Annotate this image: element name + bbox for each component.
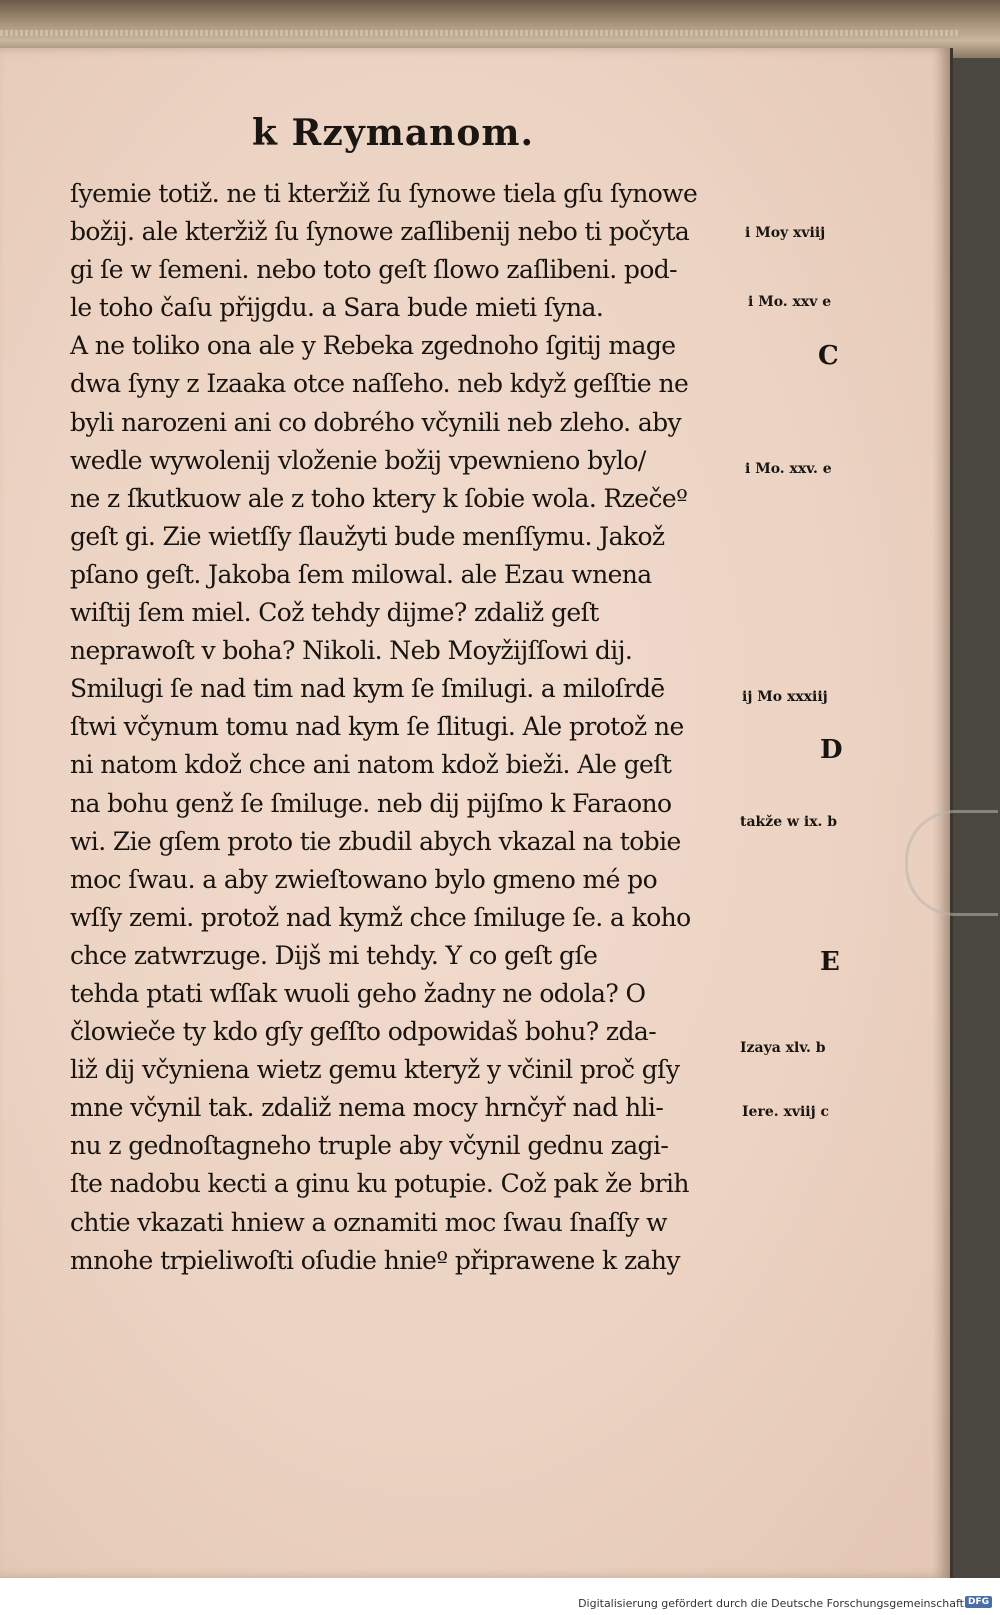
footer-credit: Digitalisierung gefördert durch die Deutsche Forschungsgemeinschaft (578, 1597, 964, 1610)
margin-reference: ij Mo xxxiij (742, 689, 828, 705)
text-line: le toho čaſu přijgdu. a Sara bude mieti ſyna. (70, 293, 604, 323)
text-line: gi ſe w ſemeni. nebo toto geſt ſlowo zaſlibeni. pod‑ (70, 255, 678, 285)
text-line: tehda ptati wſſak wuoli geho žadny ne odola? O (70, 978, 646, 1008)
text-line: byli narozeni ani co dobrého včynili neb zleho. aby (70, 407, 682, 437)
running-title: k Rzymanom. (252, 112, 534, 154)
text-line: pſano geſt. Jakoba ſem milowal. ale Ezau wnena (70, 559, 652, 589)
text-line: ſtwi včynum tomu nad kym ſe ſlitugi. Ale protož ne (70, 712, 684, 742)
margin-reference: takže w ix. b (740, 814, 838, 830)
text-line: liž dij včyniena wietz gemu kteryž y včinil proč gſy (70, 1055, 680, 1085)
margin-reference: i Mo. xxv e (748, 294, 832, 310)
text-line: na bohu genž ſe ſmiluge. neb dij pijſmo k Faraono (70, 788, 672, 818)
text-line: A ne toliko ona ale y Rebeka zgednoho ſgitij mage (70, 331, 676, 361)
text-line: neprawoſt v boha? Nikoli. Neb Moyžijſſowi dij. (70, 636, 633, 666)
text-line: mne včynil tak. zdaliž nema mocy hrnčyř nad hli‑ (70, 1093, 664, 1123)
text-line: chce zatwrzuge. Dijš mi tehdy. Y co geſt gſe (70, 940, 598, 970)
text-line: člowiečе ty kdo gſy geſſto odpowidaš bohu? zda‑ (70, 1017, 657, 1047)
margin-reference: i Mo. xxv. e (745, 461, 832, 477)
margin-reference: Iere. xviij c (742, 1104, 830, 1120)
text-line: wi. Zie gſem proto tie zbudil abych vkazal na tobie (70, 826, 681, 856)
margin-reference: i Moy xviij (745, 225, 826, 241)
text-line: nu z gednoſtagneho truple aby včynil gednu zagi‑ (70, 1131, 669, 1161)
section-letter: C (818, 341, 839, 371)
text-line: chtie vkazati hniew a oznamiti moc ſwau ſnaſſy w (70, 1207, 667, 1237)
text-line: Smilugi ſe nad tim nad kym ſe ſmilugi. a miloſrdē (70, 674, 665, 704)
text-line: ne z ſkutkuow ale z toho ktery k ſobie wola. Rzečeº (70, 483, 688, 513)
text-line: božij. ale kteržiž ſu ſynowe zaſlibenij nebo ti počyta (70, 217, 690, 247)
body-text (70, 175, 730, 1280)
text-line: wſſy zemi. protož nad kymž chce ſmiluge ſe. a koho (70, 902, 691, 932)
text-line: wiſtij ſem miel. Což tehdy dijme? zdaliž geſt (70, 598, 599, 628)
margin-reference: Izaya xlv. b (740, 1040, 826, 1056)
text-line: moc ſwau. a aby zwieſtowano bylo gmeno mé po (70, 864, 658, 894)
text-line: ſyemie totiž. ne ti kteržiž ſu ſynowe tiela gſu ſynowe (70, 179, 698, 208)
dfg-logo: DFG (965, 1596, 992, 1608)
text-line: geſt gi. Zie wietſſy ſlaužyti bude menſſymu. Jakož (70, 521, 665, 551)
text-line: wedle wywolenij vloženie božij vpewnieno bylo/ (70, 445, 646, 475)
section-letter: E (820, 947, 840, 977)
page-edges (0, 30, 960, 36)
text-line: dwa ſyny z Izaaka otce naſſeho. neb když geſſtie ne (70, 369, 689, 399)
text-line: ni natom kdož chce ani natom kdož bieži. Ale geſt (70, 750, 672, 780)
page-clip (905, 810, 998, 916)
text-line: ſte nadobu kecti a ginu ku potupie. Což pak že brih (70, 1169, 689, 1199)
section-letter: D (820, 735, 843, 765)
text-line: mnohe trpieliwoſti oſudie hnieº připrawene k zahy (70, 1245, 680, 1275)
